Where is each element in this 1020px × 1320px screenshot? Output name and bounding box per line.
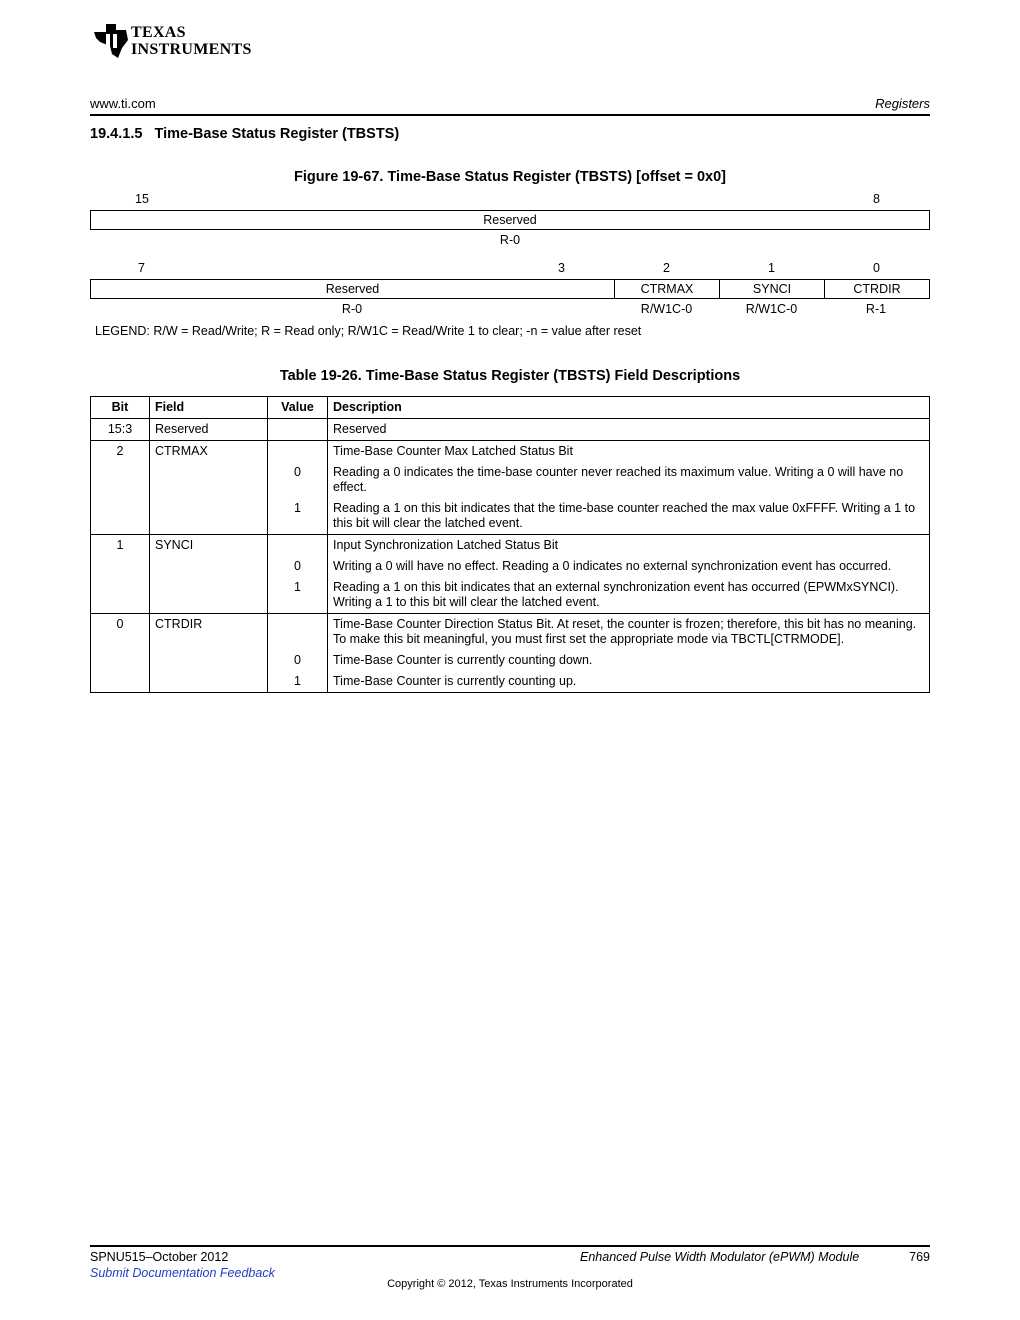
cell-field [150, 577, 268, 614]
cell-bit [91, 577, 150, 614]
cell-field [150, 650, 268, 671]
cell-value: 1 [268, 671, 328, 693]
cell-description: Writing a 0 will have no effect. Reading a 0 indicates no external synchronization event has occurred. [328, 556, 930, 577]
table-row [91, 498, 930, 535]
cell-field: CTRDIR [150, 614, 268, 651]
figure-title: Figure 19-67. Time-Base Status Register (TBSTS) [offset = 0x0] [293, 169, 727, 185]
header-url[interactable]: www.ti.com [90, 96, 156, 111]
header-rule [90, 114, 930, 116]
register-row-high [90, 192, 930, 247]
field-ctrdir: CTRDIR [853, 282, 901, 296]
access-ctrmax: R/W1C-0 [640, 302, 693, 316]
cell-value [268, 419, 328, 441]
table-row [91, 556, 930, 577]
field-synci: SYNCI [720, 280, 825, 298]
header-description: Description [328, 397, 930, 419]
cell-field [150, 498, 268, 535]
header-field: Field [150, 397, 268, 419]
logo-wordmark [131, 24, 252, 58]
field-reserved-low: Reserved [91, 280, 615, 298]
cell-bit [91, 650, 150, 671]
footer-copyright: Copyright © 2012, Texas Instruments Incorporated [387, 1278, 633, 1290]
section-title: 19.4.1.5 Time-Base Status Register (TBSTS) [90, 126, 400, 142]
cell-value: 1 [268, 577, 328, 614]
cell-bit [91, 498, 150, 535]
table-row [91, 535, 930, 557]
access-high: R-0 [499, 233, 521, 247]
bit-label-3: 3 [558, 261, 565, 275]
footer-module: Enhanced Pulse Width Modulator (ePWM) Module [580, 1250, 860, 1264]
cell-description: Time-Base Counter Max Latched Status Bit [328, 441, 930, 463]
table-header-row [91, 397, 930, 419]
cell-description: Time-Base Counter Direction Status Bit. At reset, the counter is frozen; therefore, this bit has no meaning. To make this bit meaningful, you must first set the appropriate mode via TBCTL[CTRMODE]. [328, 614, 930, 651]
cell-value [268, 614, 328, 651]
footer-rule [90, 1245, 930, 1247]
cell-bit [91, 462, 150, 498]
footer-doc-id: SPNU515–October 2012 [90, 1250, 229, 1264]
cell-bit: 1 [91, 535, 150, 557]
cell-value: 0 [268, 650, 328, 671]
register-box-high [90, 210, 930, 230]
cell-field: CTRMAX [150, 441, 268, 463]
bit-label-1: 1 [768, 261, 775, 275]
table-row [91, 441, 930, 463]
logo-text-line1: TEXAS [131, 24, 186, 41]
bit-label-2: 2 [663, 261, 670, 275]
cell-bit: 15:3 [91, 419, 150, 441]
access-synci: R/W1C-0 [745, 302, 798, 316]
cell-value: 0 [268, 462, 328, 498]
cell-value: 0 [268, 556, 328, 577]
table-row [91, 419, 930, 441]
register-row-low [90, 261, 930, 316]
bit-label-15: 15 [135, 192, 149, 206]
cell-field [150, 556, 268, 577]
field-reserved-high: Reserved [483, 213, 537, 227]
table-row [91, 614, 930, 651]
header-bit: Bit [91, 397, 150, 419]
table-title: Table 19-26. Time-Base Status Register (TBSTS) Field Descriptions [279, 368, 741, 384]
cell-bit: 0 [91, 614, 150, 651]
cell-field: Reserved [150, 419, 268, 441]
cell-value: 1 [268, 498, 328, 535]
cell-bit [91, 671, 150, 693]
cell-description: Time-Base Counter is currently counting up. [328, 671, 930, 693]
access-reserved-low: R-0 [341, 302, 363, 316]
header-section: Registers [875, 96, 930, 111]
table-row [91, 577, 930, 614]
feedback-link[interactable]: Submit Documentation Feedback [90, 1266, 275, 1280]
cell-field: SYNCI [150, 535, 268, 557]
cell-field [150, 462, 268, 498]
bit-label-0: 0 [873, 261, 880, 275]
cell-description: Time-Base Counter is currently counting down. [328, 650, 930, 671]
cell-bit [91, 556, 150, 577]
access-row-low [90, 302, 930, 316]
field-descriptions-table [90, 396, 930, 693]
table-row [91, 462, 930, 498]
bit-label-8: 8 [873, 192, 880, 206]
cell-description: Reading a 0 indicates the time-base counter never reached its maximum value. Writing a 0 will have no effect. [328, 462, 930, 498]
table-row [91, 671, 930, 693]
logo-text-line2: INSTRUMENTS [131, 41, 252, 58]
cell-value [268, 535, 328, 557]
header-value: Value [268, 397, 328, 419]
cell-description: Reading a 1 on this bit indicates that an external synchronization event has occurred (EPWMxSYNCI). Writing a 1 to this bit will clear the latched event. [328, 577, 930, 614]
cell-description: Reserved [328, 419, 930, 441]
field-ctrmax: CTRMAX [615, 280, 720, 298]
cell-bit: 2 [91, 441, 150, 463]
access-ctrdir: R-1 [865, 302, 887, 316]
table-row [91, 650, 930, 671]
bit-label-7: 7 [138, 261, 145, 275]
cell-value [268, 441, 328, 463]
cell-field [150, 671, 268, 693]
legend: LEGEND: R/W = Read/Write; R = Read only; R/W1C = Read/Write 1 to clear; -n = value after reset [95, 324, 642, 338]
register-box-low [90, 279, 930, 299]
page-number: 769 [909, 1250, 930, 1264]
cell-description: Input Synchronization Latched Status Bit [328, 535, 930, 557]
cell-description: Reading a 1 on this bit indicates that the time-base counter reached the max value 0xFFFF. Writing a 1 to this bit will clear the latched event. [328, 498, 930, 535]
